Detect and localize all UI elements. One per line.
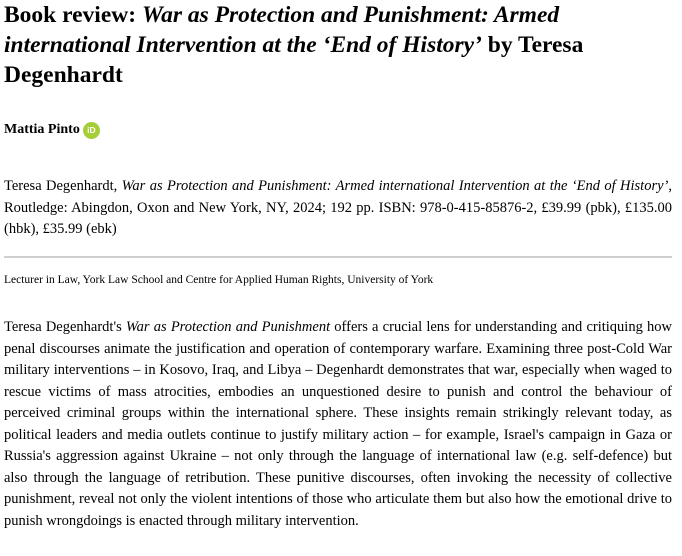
body-lead: Teresa Degenhardt's — [4, 319, 126, 335]
title-suffix: by Teresa Degenhardt — [4, 32, 584, 88]
title-book-name: War as Protection and Punishment: Armed international Intervention at the ‘End of History’ — [4, 2, 560, 58]
body-paragraph — [4, 317, 672, 532]
title-prefix: Book review: — [4, 2, 142, 28]
section-divider — [4, 256, 672, 258]
orcid-icon[interactable]: iD — [83, 122, 100, 139]
author-line — [4, 121, 100, 139]
book-citation — [4, 176, 672, 241]
author-affiliation: Lecturer in Law, York Law School and Centre for Applied Human Rights, University of York — [4, 274, 434, 286]
body-text: offers a crucial lens for understanding and critiquing how penal discourses animate the justification and operation of contemporary warfare. Examining three post-Cold War military interventions – in Kosovo, Iraq, and Libya – Degenhardt demonstrates that war, especially when waged to rescue victims of mass atrocities, embodies an unquestioned desire to punish and control the behaviour of perceived criminal groups within the international sphere. These insights remain strikingly relevant today, as political leaders and media outlets continue to justify military action – for example, Israel's campaign in Gaza or Russia's aggression against Ukraine – not only through the language of international law (e.g. self-defence) but also through the language of retribution. These punitive discourses, often invoking the necessity of collective punishment, reveal not only the violent intentions of those who articulate them but also how the emotional drive to punish wrongdoings is enacted through military intervention. — [4, 319, 672, 529]
citation-author: Teresa Degenhardt, — [4, 178, 122, 194]
body-book-title: War as Protection and Punishment — [125, 319, 331, 335]
author-name[interactable]: Mattia Pinto — [4, 122, 80, 137]
article-title — [4, 0, 664, 90]
citation-book-title: War as Protection and Punishment: Armed international Intervention at the ‘End of History’ — [121, 178, 669, 194]
citation-details: , Routledge: Abingdon, Oxon and New York, NY, 2024; 192 pp. ISBN: 978-0-415-85876-2, £39.99 (pbk), £135.00 (hbk), £35.99 (ebk) — [4, 178, 672, 237]
